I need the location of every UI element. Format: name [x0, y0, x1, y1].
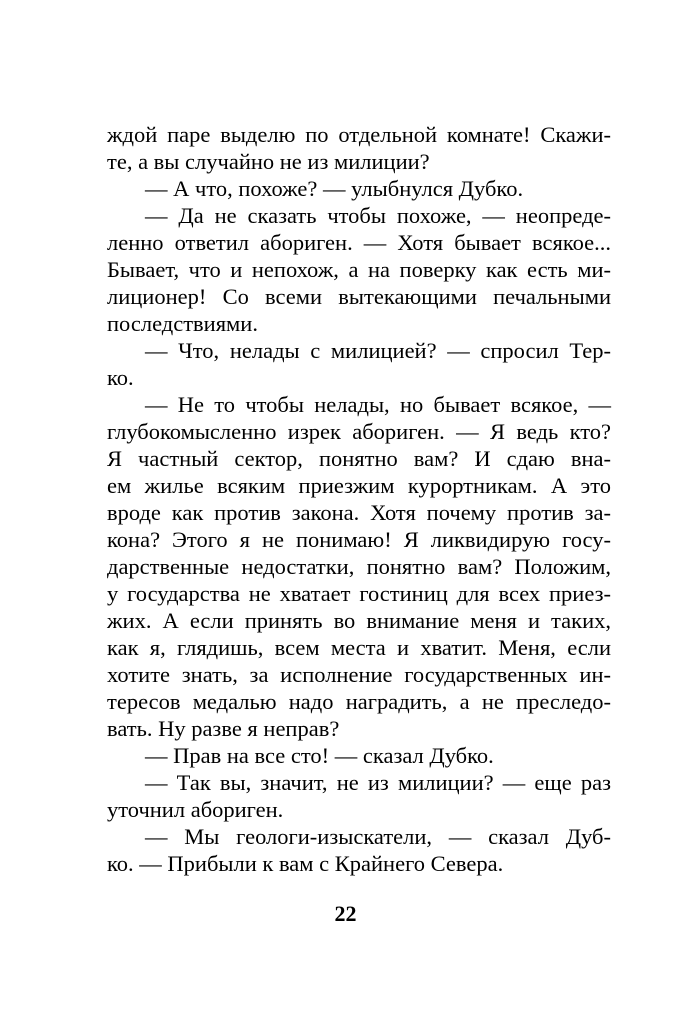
text-line: дарственные недостатки, понятно вам? Положим, [107, 554, 611, 579]
text-line: Я частный сектор, понятно вам? И сдаю вна- [107, 446, 611, 471]
text-line: — Так вы, значит, не из милиции? — еще раз [145, 770, 611, 795]
text-line: ко. [107, 365, 134, 390]
text-line: кона? Этого я не понимаю! Я ликвидирую госу- [107, 527, 611, 552]
text-line: ленно ответил абориген. — Хотя бывает всякое... [107, 230, 611, 255]
body-text [107, 121, 611, 877]
text-line: ко. — Прибыли к вам с Крайнего Севера. [107, 851, 504, 876]
text-line: — А что, похоже? — улыбнулся Дубко. [145, 176, 524, 201]
text-line: глубокомысленно изрек абориген. — Я ведь кто? [107, 419, 611, 444]
text-line: — Да не сказать чтобы похоже, — неопреде- [145, 203, 611, 228]
text-line: те, а вы случайно не из милиции? [107, 149, 430, 174]
text-line: ем жилье всяким приезжим курортникам. А это [107, 473, 611, 498]
text-line: хотите знать, за исполнение государственных ин- [107, 662, 611, 687]
text-line: — Не то чтобы нелады, но бывает всякое, — [145, 392, 611, 417]
page-number: 22 [334, 901, 357, 926]
text-line: — Прав на все сто! — сказал Дубко. [145, 743, 494, 768]
text-line: вать. Ну разве я неправ? [107, 716, 340, 741]
text-line: лиционер! Со всеми вытекающими печальными [107, 284, 611, 309]
text-line: — Мы геологи-изыскатели, — сказал Дуб- [145, 824, 611, 849]
text-line: у государства не хватает гостиниц для всех приез- [107, 581, 611, 606]
text-line: уточнил абориген. [107, 797, 284, 822]
text-line: как я, глядишь, всем места и хватит. Меня, если [107, 635, 611, 660]
text-line: жих. А если принять во внимание меня и таких, [107, 608, 611, 633]
text-line: Бывает, что и непохож, а на поверку как есть ми- [107, 257, 611, 282]
text-line: ждой паре выделю по отдельной комнате! Скажи- [107, 122, 611, 147]
text-line: — Что, нелады с милицией? — спросил Тер- [145, 338, 611, 363]
text-line: тересов медалью надо наградить, а не преследо- [107, 689, 611, 714]
text-line: вроде как против закона. Хотя почему против за- [107, 500, 611, 525]
text-line: последствиями. [107, 311, 258, 336]
